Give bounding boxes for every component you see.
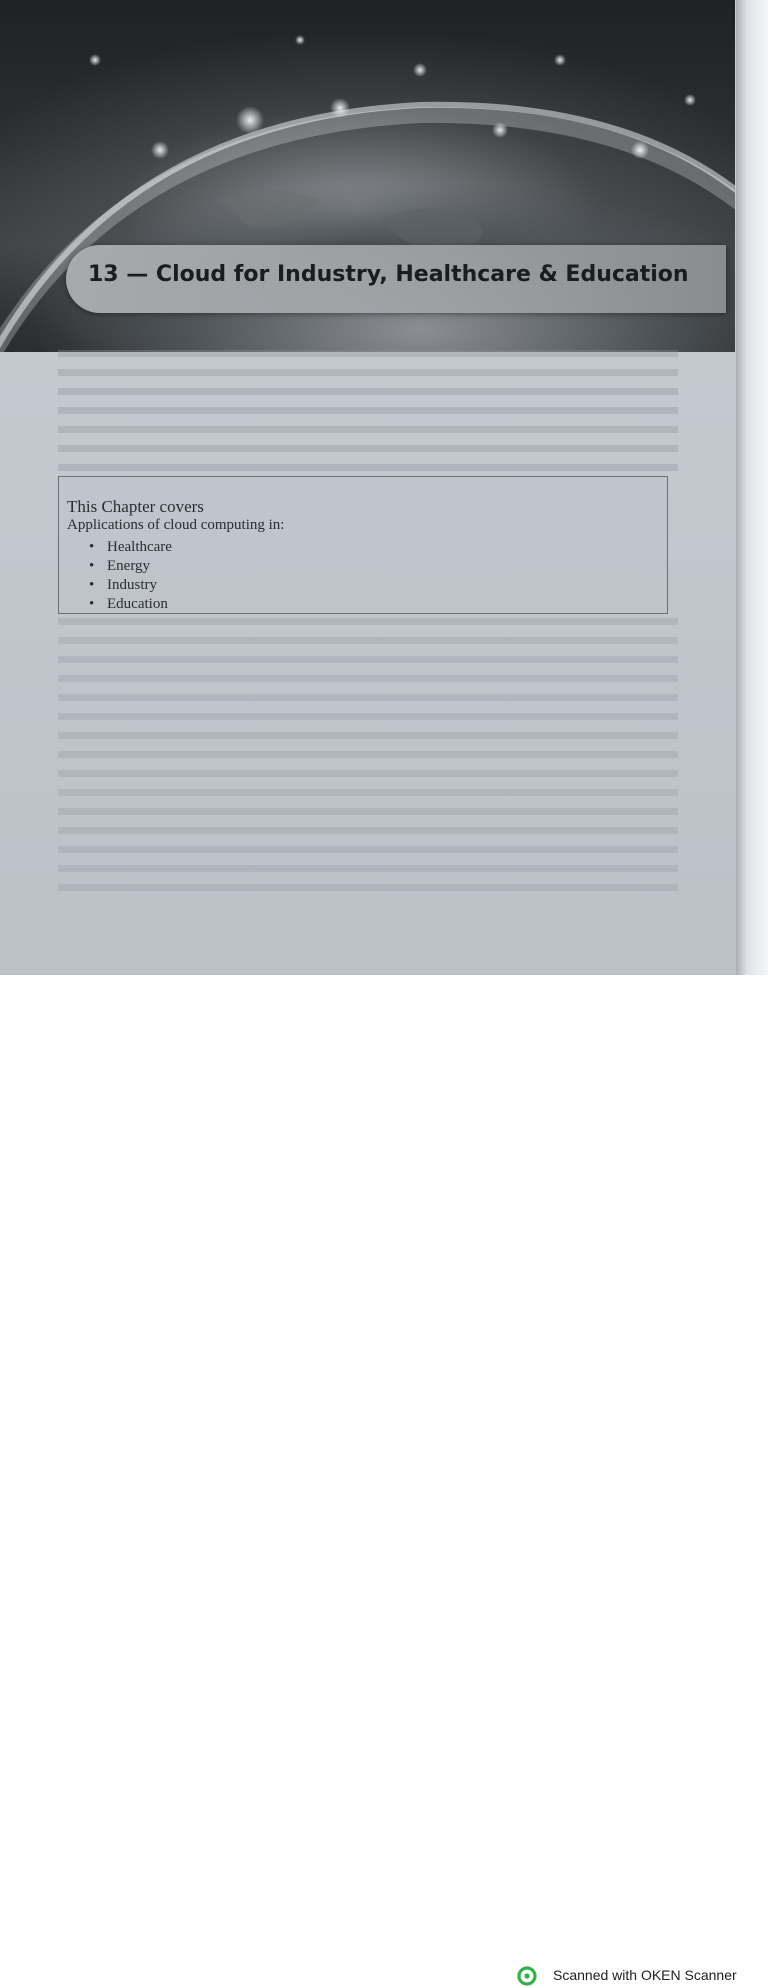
oken-scanner-logo-icon — [517, 1966, 537, 1986]
list-item: • Education — [89, 596, 168, 612]
scanned-photo — [0, 0, 768, 975]
scanner-label: Scanned with OKEN Scanner — [553, 1967, 737, 1983]
list-item: • Healthcare — [89, 539, 172, 555]
bullet-icon: • — [89, 539, 95, 555]
list-item: • Industry — [89, 577, 157, 593]
bullet-icon: • — [89, 558, 95, 574]
page-edge — [736, 0, 768, 975]
chapter-title: 13 — Cloud for Industry, Healthcare & Education — [88, 262, 689, 287]
chapter-covers-box — [58, 476, 668, 614]
chapter-covers-heading: This Chapter covers — [67, 497, 204, 516]
bleed-through-texture-bottom — [58, 618, 678, 898]
chapter-covers-list — [89, 538, 172, 614]
bullet-icon: • — [89, 577, 95, 593]
chapter-banner — [0, 0, 735, 352]
scanner-footer — [0, 975, 768, 1983]
book-page — [0, 0, 742, 975]
bleed-through-texture-top — [58, 350, 678, 475]
list-item: • Energy — [89, 558, 151, 574]
chapter-covers-intro: Applications of cloud computing in: — [67, 517, 285, 533]
bullet-icon: • — [89, 596, 95, 612]
